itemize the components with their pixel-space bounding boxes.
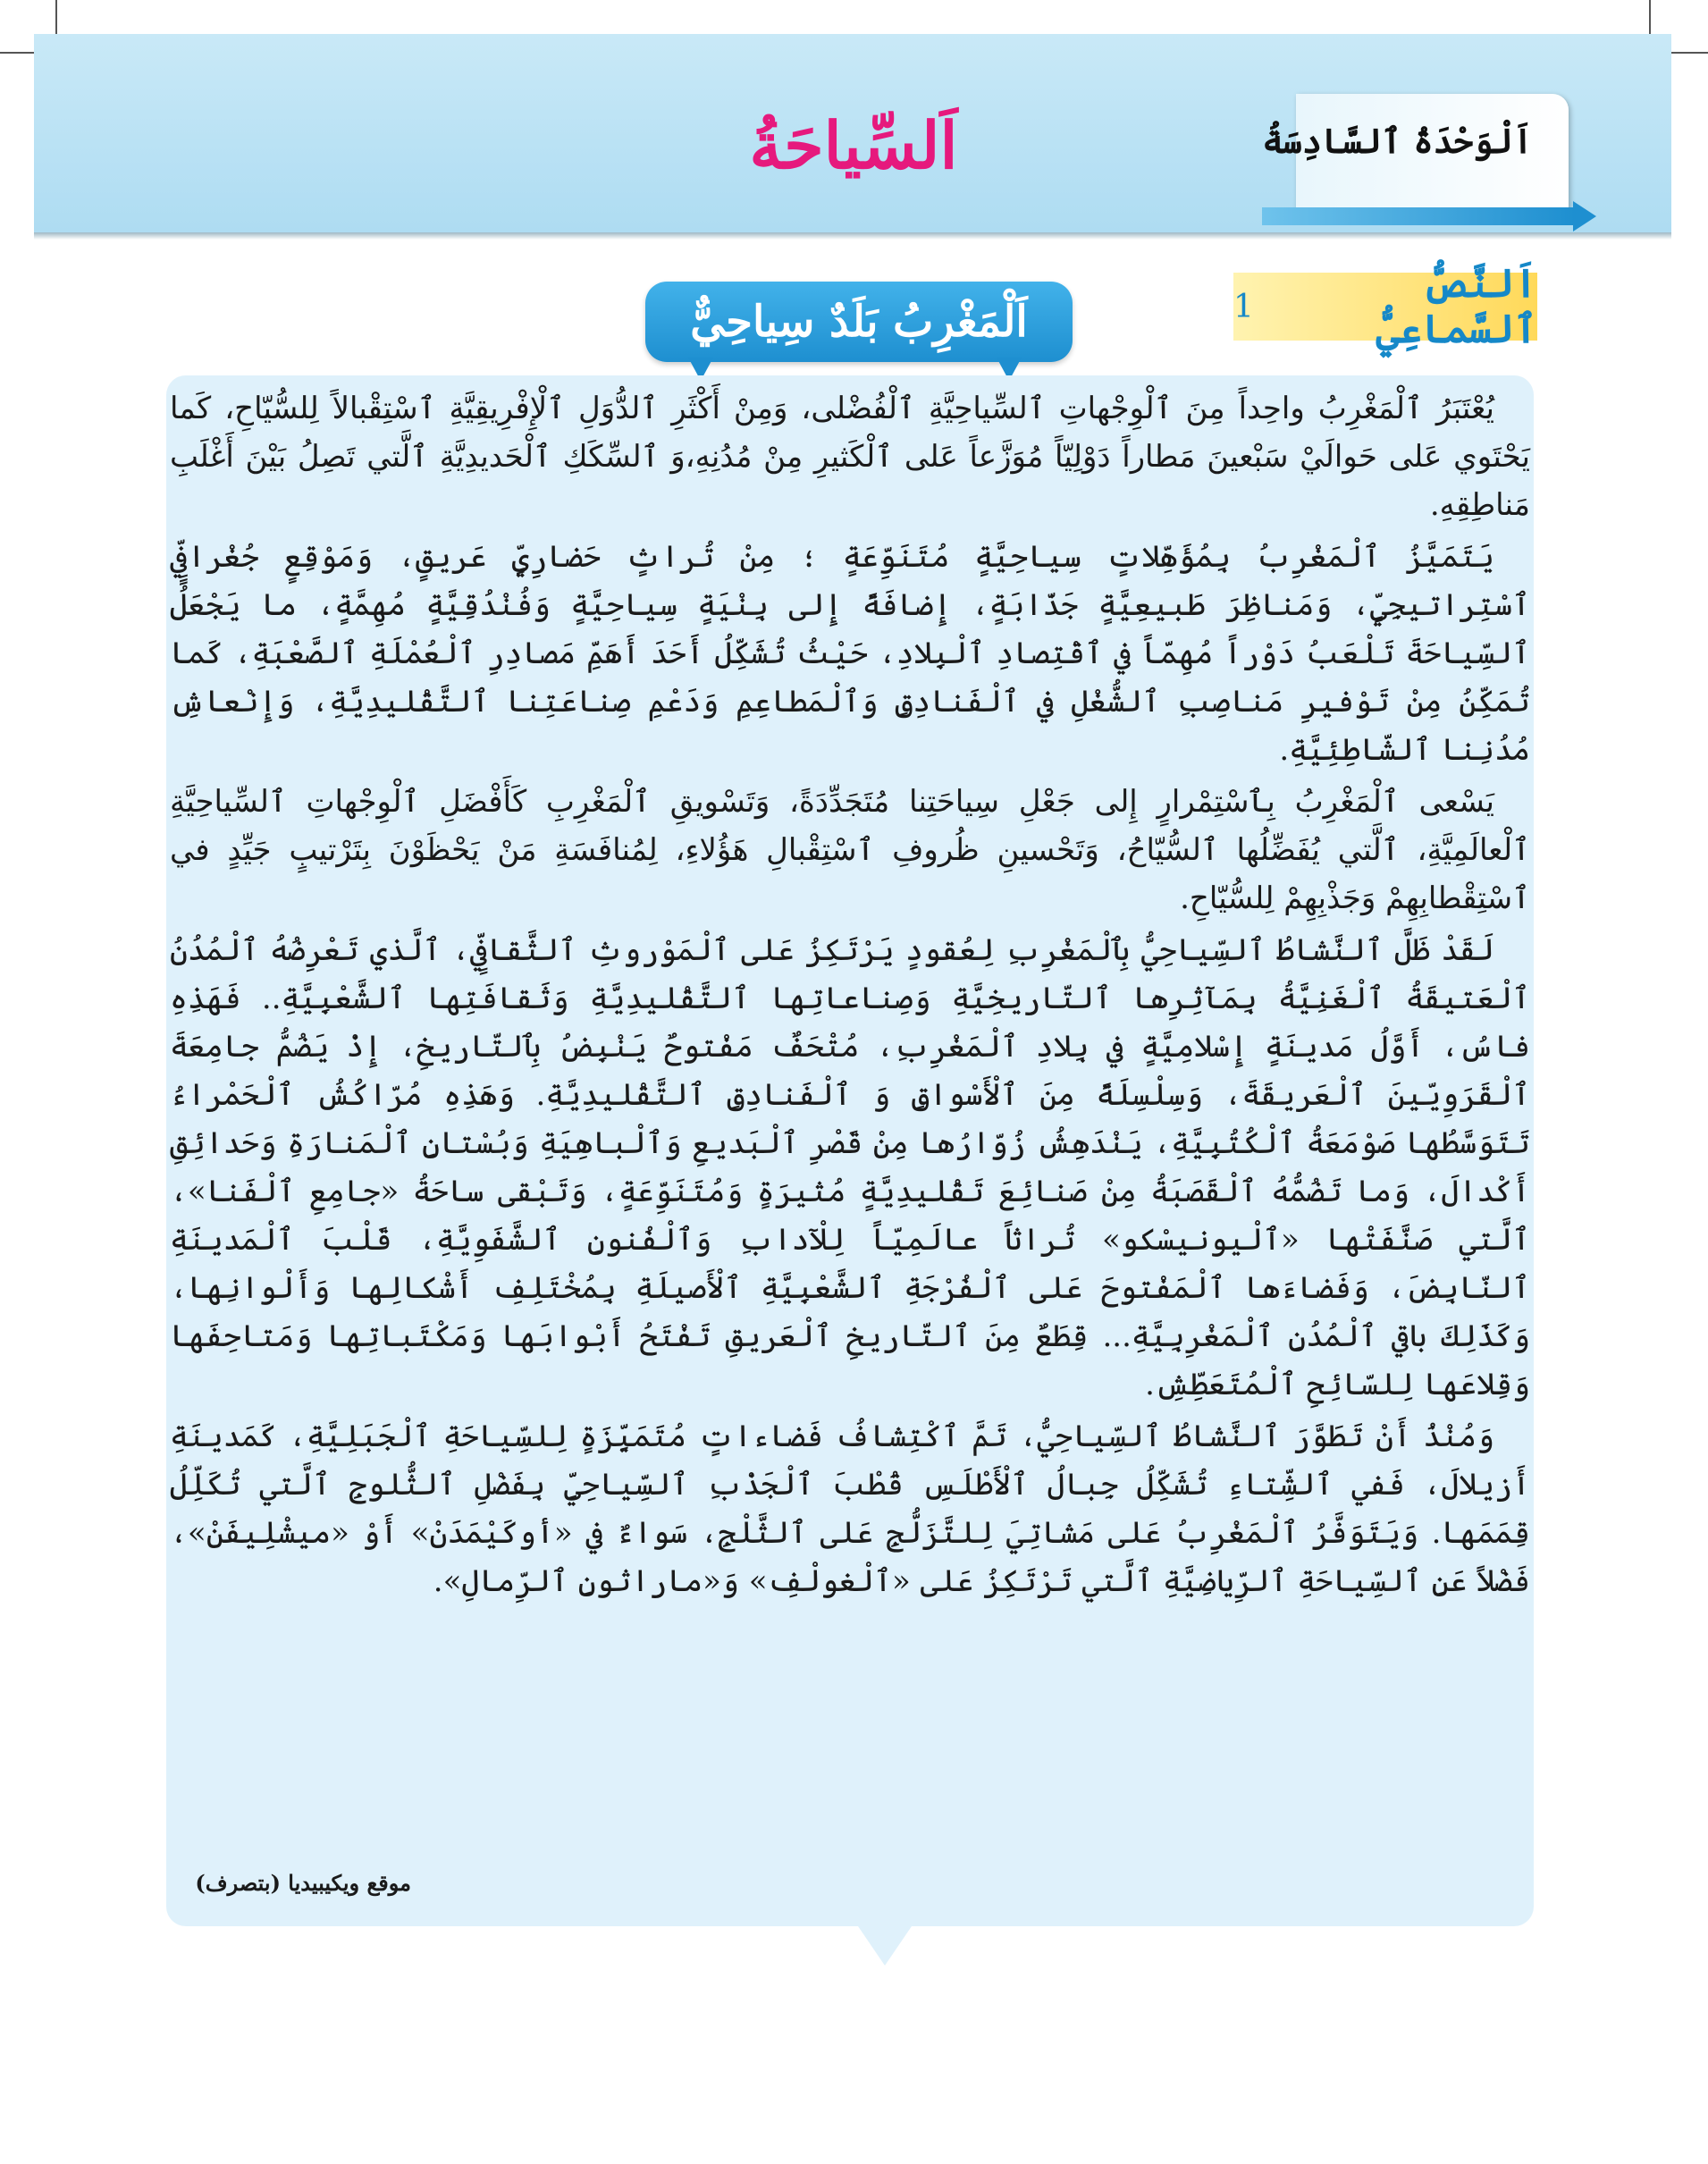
- listening-text-number: 1: [1233, 288, 1254, 325]
- text-body: [170, 384, 1530, 1609]
- unit-arrow: [1262, 207, 1575, 225]
- paragraph-1: يُعْتَبَرُ ٱلْمَغْرِبُ واحِداً مِنَ ٱلْوِجْهاتِ ٱلسِّياحِيَّةِ ٱلْفُضْلى، وَمِنْ أَكْثَرِ ٱلدُّوَلِ ٱلْإِفْرِيقِيَّةِ ٱسْتِقْبالاً لِلسُّيّاحِ، كَما يَحْتَوي عَلى حَوالَيْ سَبْعينَ مَطاراً دَوْلِيّاً مُوَزَّعاً عَلى ٱلْكَثيرِ مِنْ مُدُنِهِ،وَ ٱلسِّكَكِ ٱلْحَديدِيَّةِ ٱلَّتي تَصِلُ بَيْنَ أَغْلَبِ مَناطِقِهِ.: [170, 391, 1530, 523]
- crop-mark-top-right: [1649, 0, 1651, 38]
- header-shadow: [34, 232, 1671, 240]
- paragraph-3: يَسْعى ٱلْمَغْرِبُ بِٱسْتِمْرارٍ إِلى جَعْلِ سِياحَتِنا مُتَجَدِّدَةً، وَتَسْويقِ ٱلْمَغْرِبِ كَأَفْضَلِ ٱلْوِجْهاتِ ٱلسِّياحِيَّةِ ٱلْعالَمِيَّةِ، ٱلَّتي يُفَضِّلُها ٱلسُّيّاحُ، وَتَحْسينِ ظُروفِ ٱسْتِقْبالِ هَؤُلاءِ، لِمُنافَسَةِ مَنْ يَحْظَوْنَ بِتَرْتيبٍ جَيِّدٍ في ٱسْتِقْطابِهِمْ وَجَذْبِهِمْ لِلسُّيّاحِ.: [170, 784, 1530, 916]
- paragraph-2: يَتَمَيَّزُ ٱلْمَغْرِبُ بِمُؤَهِّلاتٍ سِياحِيَّةٍ مُتَنَوِّعَةٍ ؛ مِنْ تُراثٍ حَضارِيٍّ عَريقٍ، وَمَوْقِعٍ جُغْرافِيٍّ ٱسْتِراتيجِيٍّ، وَمَناظِرَ طَبيعِيَّةٍ جَذّابَةٍ، إِضافَةً إِلى بِنْيَةٍ سِياحِيَّةٍ وَفُنْدُقِيَّةٍ مُهِمَّةٍ، ما يَجْعَلُ ٱلسِّياحَةَ تَلْعَبُ دَوْراً مُهِمّاً في ٱقْتِصادِ ٱلْبِلادِ، حَيْثُ تُشَكِّلُ أَحَدَ أَهَمِّ مَصادِرِ ٱلْعُمْلَةِ ٱلصَّعْبَةِ، كَما تُمَكِّنُ مِنْ تَوْفيرِ مَناصِبِ ٱلشُّغْلِ في ٱلْفَنادِقِ وَٱلْمَطاعِمِ وَدَعْمِ صِناعَتِنا ٱلتَّقْليدِيَّةِ، وَإِنْعاشِ مُدُنِنا ٱلشّاطِئِيَّةِ.: [170, 539, 1530, 768]
- crop-mark-top-left: [55, 0, 57, 38]
- unit-tab: [1262, 94, 1569, 212]
- text-panel-pointer: [858, 1926, 912, 1966]
- unit-arrow-head: [1573, 201, 1596, 232]
- source-citation: موقع ويكيبيديا (بتصرف): [195, 1870, 411, 1896]
- text-title-bubble: [645, 282, 1073, 362]
- unit-label: اَلْوَحْدَةُ ٱلسَّادِسَةُ: [1262, 121, 1533, 161]
- paragraph-5: وَمُنْذُ أَنْ تَطَوَّرَ ٱلنَّشاطُ ٱلسِّياحِيُّ، تَمَّ ٱكْتِشافُ فَضاءاتٍ مُتَمَيِّزَةٍ لِلسِّياحَةِ ٱلْجَبَلِيَّةِ، كَمَدينَةِ أَزيلالَ، فَفي ٱلشِّتاءِ تُشَكِّلُ جِبالُ ٱلْأَطْلَسِ قُطْبَ ٱلْجَذْبِ ٱلسِّياحِيِّ بِفَضْلِ ٱلثُّلوجِ ٱلَّتي تُكَلِّلُ قِمَمَها. وَيَتَوَفَّرُ ٱلْمَغْرِبُ عَلى مَشاتِيَ لِلتَّزَلُّجِ عَلى ٱلثَّلْجِ، سَواءٌ في «أوكَيْمَدَنْ» أَوْ «ميشْلِيفَنْ»، فَضْلاً عَنِ ٱلسِّياحَةِ ٱلرِّياضِيَّةِ ٱلَّتي تَرْتَكِزُ عَلى «ٱلْغولْفِ» وَ«ماراثونِ ٱلرِّمالِ».: [170, 1419, 1530, 1599]
- listening-text-badge: [1233, 261, 1537, 352]
- crop-mark-right: [1667, 52, 1708, 54]
- listening-text-label: اَلنَّصُّ ٱلسَّماعِيُّ: [1376, 261, 1537, 352]
- page-title: اَلسِّياحَةُ: [749, 107, 958, 183]
- paragraph-4: لَقَدْ ظَلَّ ٱلنَّشاطُ ٱلسِّياحِيُّ بِٱلْمَغْرِبِ لِعُقودٍ يَرْتَكِزُ عَلى ٱلْمَوْروثِ ٱلثَّقافِيِّ، ٱلَّذي تَعْرِضُهُ ٱلْمُدُنُ ٱلْعَتيقَةُ ٱلْغَنِيَّةُ بِمَآثِرِها ٱلتّاريخِيَّةِ وَصِناعاتِها ٱلتَّقْليدِيَّةِ وَثَقافَتِها ٱلشَّعْبِيَّةِ.. فَهَذِهِ فاسُ، أَوَّلُ مَدينَةٍ إِسْلامِيَّةٍ في بِلادِ ٱلْمَغْرِبِ، مُتْحَفٌ مَفْتوحٌ يَنْبِضُ بِٱلتّاريخِ، إِذْ يَضُمُّ جامِعَةَ ٱلْقَرَوِيّينَ ٱلْعَريقَةَ، وَسِلْسِلَةً مِنَ ٱلْأَسْواقِ وَ ٱلْفَنادِقِ ٱلتَّقْليدِيَّةِ. وَهَذِهِ مُرّاكُشُ ٱلْحَمْراءُ تَتَوَسَّطُها صَوْمَعَةُ ٱلْكُتُبِيَّةِ، يَنْدَهِشُ زُوّارُها مِنْ قَصْرِ ٱلْبَديعِ وَٱلْباهِيَةِ وَبُسْتانِ ٱلْمَنارَةِ وَحَدائِقِ أَكْدالَ، وَما تَضُمُّهُ ٱلْقَصَبَةُ مِنْ صَنائِعَ تَقْليدِيَّةٍ مُثيرَةٍ وَمُتَنَوِّعَةٍ، وَتَبْقى ساحَةُ «جامِعِ ٱلْفَنا»، ٱلَّتي صَنَّفَتْها «ٱلْيونيسْكو» تُراثاً عالَمِيّاً لِلْآدابِ وَٱلْفُنونِ ٱلشَّفَوِيَّةِ، قَلْبَ ٱلْمَدينَةِ ٱلنّابِضَ، وَفَضاءَها ٱلْمَفْتوحَ عَلى ٱلْفُرْجَةِ ٱلشَّعْبِيَّةِ ٱلْأَصيلَةِ بِمُخْتَلِفِ أَشْكالِها وَأَلْوانِها، وَكَذَلِكَ باقي ٱلْمُدُنِ ٱلْمَغْرِبِيَّةِ... قِطَعٌ مِنَ ٱلتّاريخِ ٱلْعَريقِ تَفْتَحُ أَبْوابَها وَمَكْتَباتِها وَمَتاحِفَها وَقِلاعَها لِلسّائِحِ ٱلْمُتَعَطِّشِ.: [170, 932, 1530, 1402]
- text-title: اَلْمَغْرِبُ بَلَدٌ سِياحِيٌّ: [690, 297, 1028, 347]
